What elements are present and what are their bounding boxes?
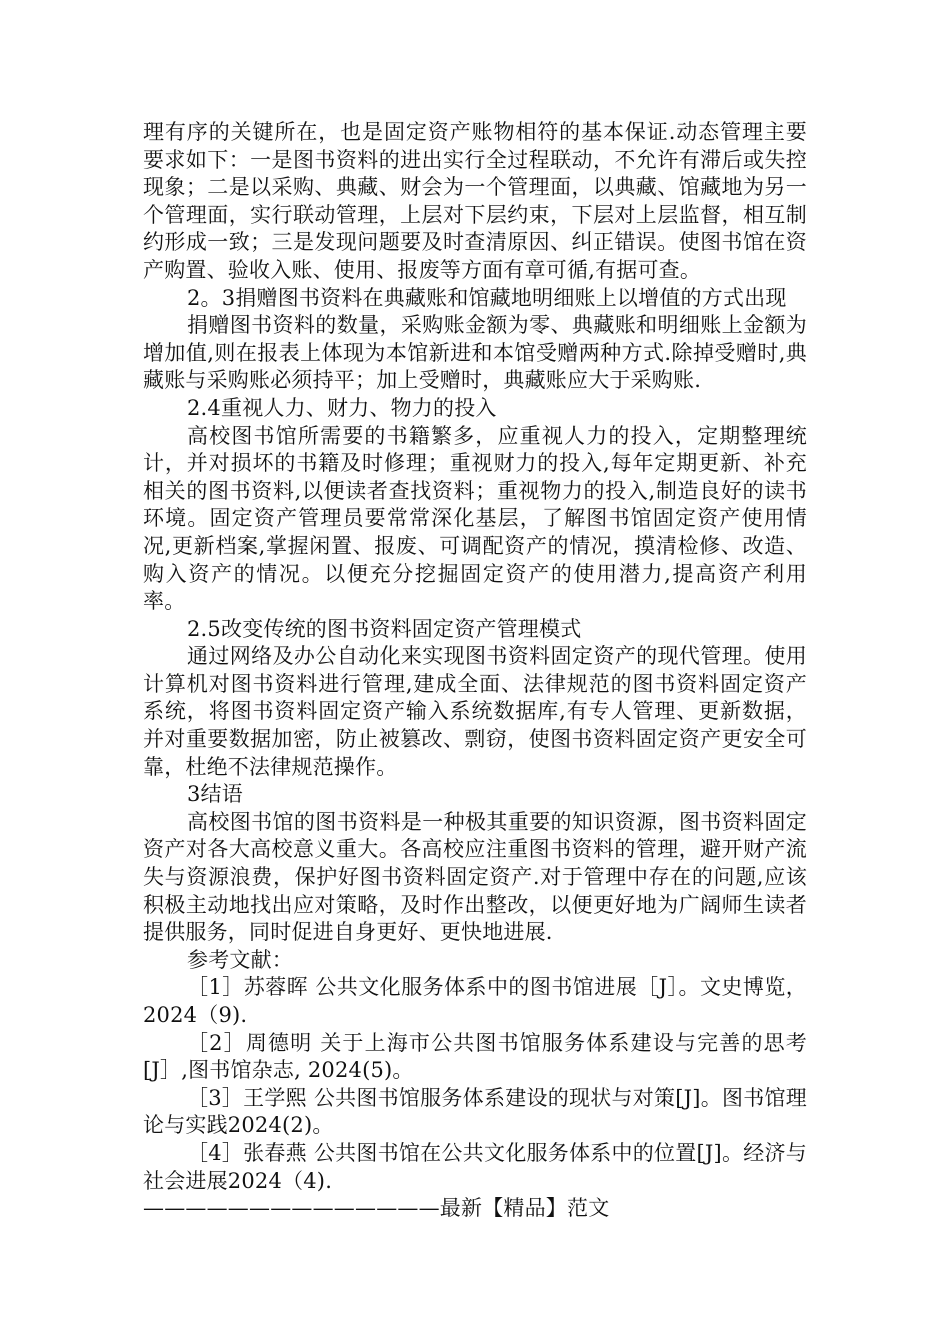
paragraph-conclusion: 高校图书馆的图书资料是一种极其重要的知识资源，图书资料固定资产对各大高校意义重大。各高校应注重图书资料的管理，避开财产流失与资源浪费，保护好图书资料固定资产.对于管理中存在的问题,应该积极主动地找出应对策略，及时作出整改，以便更好地为广阔师生读者提供服务，同时促进自身更好、更快地进展. <box>143 809 807 945</box>
paragraph-modern-management: 通过网络及办公自动化来实现图书资料固定资产的现代管理。使用计算机对图书资料进行管理,建成全面、法律规范的图书资料固定资产系统，将图书资料固定资产输入系统数据库,有专人管理、更新数据，并对重要数据加密，防止被篡改、剽窃，使图书资料固定资产更安全可靠，杜绝不法律规范操作。 <box>143 644 807 779</box>
reference-item: ［1］苏蓉晖 公共文化服务体系中的图书馆进展［J］。文史博览，2024（9). <box>143 975 807 1027</box>
paragraph-donation: 捐赠图书资料的数量，采购账金额为零、典藏账和明细账上金额为增加值,则在报表上体现为本馆新进和本馆受赠两种方式.除掉受赠时,典藏账与采购账必须持平；加上受赠时，典藏账应大于采购账. <box>143 313 807 393</box>
reference-item: ［3］王学熙 公共图书馆服务体系建设的现状与对策[J]。图书馆理论与实践2024(2)。 <box>143 1085 807 1138</box>
section-heading-3: 3结语 <box>187 782 243 807</box>
references-title: 参考文献： <box>187 947 293 972</box>
section-heading-2-5: 2.5改变传统的图书资料固定资产管理模式 <box>187 616 582 641</box>
page-footer: ——————————————最新【精品】范文 <box>143 1196 610 1221</box>
section-heading-2-3: 2。3捐赠图书资料在典藏账和馆藏地明细账上以增值的方式出现 <box>187 285 787 310</box>
paragraph-investment: 高校图书馆所需要的书籍繁多，应重视人力的投入，定期整理统计，并对损坏的书籍及时修理；重视财力的投入,每年定期更新、补充相关的图书资料,以便读者查找资料；重视物力的投入,制造良好的读书环境。固定资产管理员要常常深化基层，了解图书馆固定资产使用情况,更新档案,掌握闲置、报废、可调配资产的情况，摸清检修、改造、购入资产的情况。以便充分挖掘固定资产的使用潜力,提高资产利用率。 <box>143 423 807 614</box>
reference-item: ［2］周德明 关于上海市公共图书馆服务体系建设与完善的思考[J］,图书馆杂志, 2024(5)。 <box>143 1030 807 1083</box>
section-heading-2-4: 2.4重视人力、财力、物力的投入 <box>187 395 497 420</box>
paragraph-dynamic-management: 理有序的关键所在，也是固定资产账物相符的基本保证.动态管理主要要求如下：一是图书资料的进出实行全过程联动，不允许有滞后或失控现象；二是以采购、典藏、财会为一个管理面，以典藏、馆藏地为另一个管理面，实行联动管理，上层对下层约束，下层对上层监督，相互制约形成一致；三是发现问题要及时查清原因、纠正错误。使图书馆在资产购置、验收入账、使用、报废等方面有章可循,有据可查。 <box>143 120 807 282</box>
reference-item: ［4］张春燕 公共图书馆在公共文化服务体系中的位置[J]。经济与社会进展2024（4). <box>143 1140 807 1193</box>
document-page <box>143 119 807 1223</box>
